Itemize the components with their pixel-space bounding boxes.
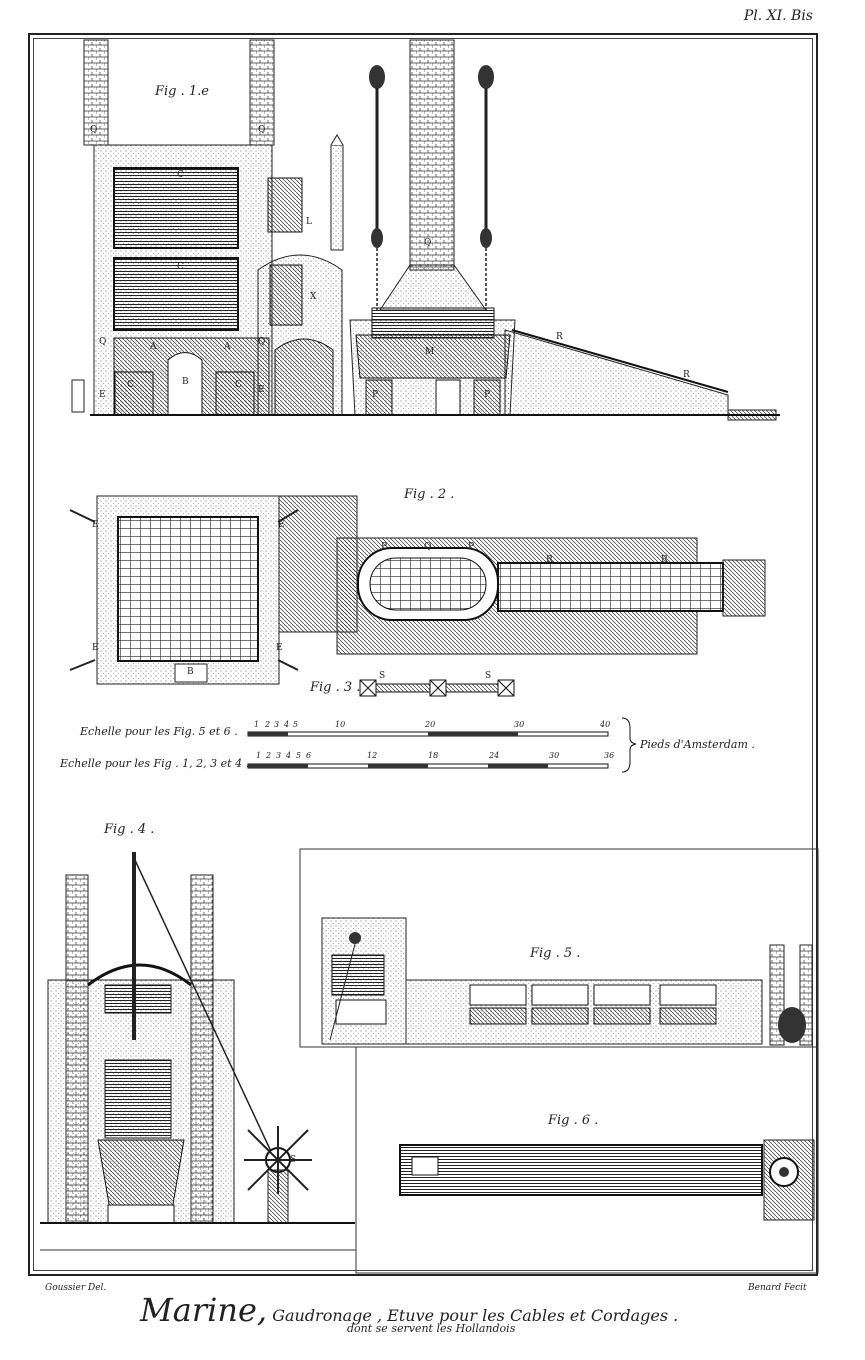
fig1-letter: A bbox=[150, 342, 157, 352]
fig2-letter: Q bbox=[424, 542, 432, 552]
scale2-tick: 5 bbox=[296, 751, 302, 760]
fig2-letter: B bbox=[187, 667, 194, 677]
fig5-drawing bbox=[322, 918, 812, 1045]
fig6-label: Fig . 6 . bbox=[548, 1113, 599, 1128]
scale1-tick: 40 bbox=[600, 720, 611, 729]
fig4-label: Fig . 4 . bbox=[104, 822, 155, 837]
scale2-tick: 18 bbox=[428, 751, 439, 760]
fig1-letter: R bbox=[683, 370, 690, 380]
fig3-drawing bbox=[360, 680, 514, 696]
fig1-letter: R bbox=[556, 332, 563, 342]
scale2-tick: 12 bbox=[367, 751, 378, 760]
signature-right: Benard Fecit bbox=[748, 1283, 807, 1293]
scale2-tick: 6 bbox=[306, 751, 312, 760]
fig1-letter: A bbox=[224, 342, 231, 352]
scale2-tick: 2 bbox=[266, 751, 272, 760]
fig1-letter: Q bbox=[99, 337, 107, 347]
fig1-letter: X bbox=[310, 292, 317, 302]
scale1-tick: 20 bbox=[425, 720, 436, 729]
fig1-label: Fig . 1.e bbox=[155, 84, 209, 99]
scale2-tick: 24 bbox=[489, 751, 500, 760]
fig1-letter: Q bbox=[258, 125, 266, 135]
fig3-letter: S bbox=[379, 671, 386, 681]
fig1-letter: E bbox=[258, 385, 265, 395]
fig1-letter: C bbox=[235, 380, 242, 390]
scale-bars bbox=[248, 718, 636, 772]
scale1-tick: 10 bbox=[335, 720, 346, 729]
fig5-label: Fig . 5 . bbox=[530, 946, 581, 961]
fig2-letter: P bbox=[468, 542, 475, 552]
title-main-word: Marine, bbox=[140, 1291, 268, 1329]
scale1-tick: 4 bbox=[284, 720, 290, 729]
scale1-tick: 3 bbox=[274, 720, 280, 729]
fig4-drawing bbox=[40, 852, 355, 1223]
signature-left: Goussier Del. bbox=[45, 1283, 107, 1293]
fig1-letter: C bbox=[177, 170, 184, 180]
scale1-tick: 30 bbox=[514, 720, 525, 729]
fig1-letter: L bbox=[306, 217, 312, 227]
fig1-letter: M bbox=[425, 347, 435, 357]
fig1-letter: Q bbox=[258, 337, 266, 347]
fig1-letter: Q bbox=[90, 125, 98, 135]
fig1-letter: E bbox=[99, 390, 106, 400]
fig1-letter: B bbox=[182, 377, 189, 387]
fig4-letter: S bbox=[290, 1155, 297, 1165]
title-rest: Gaudronage , Etuve pour les Cables et Cordages . bbox=[272, 1306, 679, 1325]
fig1-letter: P bbox=[484, 390, 491, 400]
fig2-drawing bbox=[70, 496, 765, 684]
fig2-letter: P bbox=[381, 542, 388, 552]
scale2-tick: 1 bbox=[256, 751, 262, 760]
plate-number: Pl. XI. Bis bbox=[743, 8, 813, 24]
scale1-tick: 5 bbox=[293, 720, 299, 729]
scale2-tick: 36 bbox=[604, 751, 615, 760]
scale2-label: Echelle pour les Fig . 1, 2, 3 et 4 . bbox=[60, 757, 250, 770]
scale2-tick: 4 bbox=[286, 751, 292, 760]
fig2-letter: E bbox=[278, 520, 285, 530]
scale1-tick: 1 bbox=[254, 720, 260, 729]
fig1-letter: Q bbox=[424, 238, 432, 248]
fig6-drawing bbox=[400, 1140, 814, 1220]
plate-subtitle: dont se servent les Hollandois bbox=[347, 1322, 516, 1335]
scale-unit: Pieds d'Amsterdam . bbox=[640, 738, 755, 751]
fig2-letter: R bbox=[661, 555, 668, 565]
fig1-letter: P bbox=[372, 390, 379, 400]
fig2-letter: E bbox=[276, 643, 283, 653]
scale2-tick: 30 bbox=[549, 751, 560, 760]
fig3-label: Fig . 3 . bbox=[310, 680, 361, 695]
fig3-letter: S bbox=[485, 671, 492, 681]
fig1-letter: C bbox=[127, 380, 134, 390]
fig2-letter: R bbox=[546, 555, 553, 565]
scale2-tick: 3 bbox=[276, 751, 282, 760]
fig2-letter: E bbox=[92, 643, 99, 653]
fig1-letter: C bbox=[177, 262, 184, 272]
scale1-tick: 2 bbox=[265, 720, 271, 729]
fig2-letter: E bbox=[92, 520, 99, 530]
fig2-label: Fig . 2 . bbox=[404, 487, 455, 502]
scale1-label: Echelle pour les Fig. 5 et 6 . bbox=[80, 725, 238, 738]
